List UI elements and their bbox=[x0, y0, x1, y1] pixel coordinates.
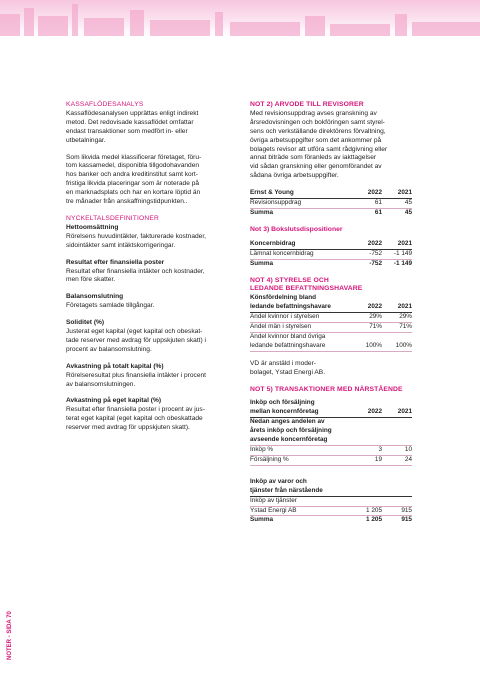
table-cell: tjänster från närstående bbox=[250, 487, 348, 496]
table-cell: -752 bbox=[348, 249, 382, 259]
table-sum-row bbox=[250, 259, 412, 268]
liquid-funds-line: fristiga likvida placeringar som är noterade på bbox=[66, 180, 200, 188]
table-cell: Nedan anges andelen av bbox=[250, 418, 325, 426]
table-cell: 45 bbox=[382, 199, 412, 209]
table-cell: 2022 bbox=[348, 303, 382, 312]
table-cell: Summa bbox=[250, 259, 348, 268]
definition-text: av balansomslutningen. bbox=[66, 380, 136, 388]
liquid-funds-line: tre månader från anskaffningstidpunkten.. bbox=[66, 198, 188, 206]
table-row bbox=[250, 313, 412, 323]
table-header-row bbox=[250, 240, 412, 249]
table-row bbox=[250, 199, 412, 209]
table-header-row bbox=[250, 408, 412, 417]
definition-term: Avkastning på eget kapital (%) bbox=[66, 397, 162, 405]
table-row bbox=[250, 446, 412, 456]
table-cell: Inköp av tjänster bbox=[250, 496, 348, 506]
table-row bbox=[250, 332, 412, 341]
table-sum-row bbox=[250, 516, 412, 525]
definition-term: Balansomslutning bbox=[66, 293, 124, 301]
table-cell: 10 bbox=[382, 446, 412, 456]
table-cell: Inköp av varor och bbox=[250, 477, 307, 485]
table-cell: 2021 bbox=[382, 189, 412, 198]
table-cell: 45 bbox=[382, 208, 412, 217]
definition-text: Rörelsens huvudintäkter, fakturerade kostnader, bbox=[66, 232, 207, 240]
note2-line: vid sådan granskning eller genomförandet av bbox=[250, 163, 382, 171]
cashflow-heading: KASSAFLÖDESANALYS bbox=[66, 101, 144, 108]
cashflow-line: Kassaflödesanalysen upprättas enligt indirekt bbox=[66, 109, 199, 117]
table-row bbox=[250, 506, 412, 516]
table-cell: 71% bbox=[348, 323, 382, 333]
table-cell: 915 bbox=[382, 506, 412, 516]
table-cell: Andel kvinnor i styrelsen bbox=[250, 313, 348, 323]
table-cell: ledande befattningshavare bbox=[250, 342, 348, 351]
table-cell: Försäljning % bbox=[250, 455, 348, 465]
table-row bbox=[250, 249, 412, 259]
definition-text: Rörelseresultat plus finansiella intäkter i procent bbox=[66, 371, 207, 379]
definition-term: Soliditet (%) bbox=[66, 319, 105, 327]
table-cell: Andel kvinnor bland övriga bbox=[250, 332, 326, 340]
table-header-row bbox=[250, 487, 412, 496]
cashflow-line: endast transaktioner som medfört in- eller bbox=[66, 127, 188, 135]
table-cell: Summa bbox=[250, 208, 348, 217]
gender-distribution-table bbox=[250, 294, 412, 351]
note4-heading: NOT 4) STYRELSE OCH bbox=[250, 276, 329, 284]
table-cell: Inköp % bbox=[250, 446, 348, 456]
note2-line: årsredovisningen och bokföringen samt styrel- bbox=[250, 118, 385, 126]
table-cell: 61 bbox=[348, 208, 382, 217]
table-header-row bbox=[250, 294, 412, 303]
note2-line: Med revisionsuppdrag avses granskning av bbox=[250, 109, 377, 117]
table-sum-row bbox=[250, 208, 412, 217]
table-cell: -752 bbox=[348, 259, 382, 268]
table-cell: 2022 bbox=[348, 189, 382, 198]
definitions-heading: NYCKELTALSDEFINITIONER bbox=[66, 214, 159, 222]
table-cell: avseende koncernföretag bbox=[250, 436, 348, 445]
table-cell: 2022 bbox=[348, 408, 382, 417]
table-cell: 3 bbox=[348, 446, 382, 456]
note4-footer: VD är anstäld i moder- bbox=[250, 359, 316, 367]
side-page-label bbox=[5, 600, 13, 660]
table-cell: Ystad Energi AB bbox=[250, 506, 348, 516]
definition-text: Justerat eget kapital (eget kapital och obeskat- bbox=[66, 328, 203, 336]
liquid-funds-line: en marknadsplats och har en kortare löptid än bbox=[66, 189, 201, 197]
table-cell: 2021 bbox=[382, 240, 412, 249]
table-cell: 915 bbox=[382, 516, 412, 525]
note2-line: annat biträde som föranleds av iakttagelser bbox=[250, 154, 377, 162]
table-row bbox=[250, 436, 412, 445]
table-row bbox=[250, 455, 412, 465]
table-cell: 71% bbox=[382, 323, 412, 333]
note3-heading: Not 3) Bokslutsdispositioner bbox=[250, 225, 343, 233]
cashflow-line: metod. Det redovisade kassaflödet omfattar bbox=[66, 118, 194, 126]
table-cell: Revisionsuppdrag bbox=[250, 199, 348, 209]
definition-term: Resultat efter finansiella poster bbox=[66, 258, 165, 266]
table-cell: ledande befattningshavare bbox=[250, 303, 348, 312]
definition-text: terat eget kapital (eget kapital och obeskattade bbox=[66, 415, 203, 423]
table-cell: 2021 bbox=[382, 408, 412, 417]
definition-text: sidointäkter samt intäktskorrigeringar. bbox=[66, 241, 176, 249]
note2-line: bolagets revisor att utföra samt rådgivning eller bbox=[250, 145, 388, 153]
table-cell: Koncernbidrag bbox=[250, 240, 348, 249]
liquid-funds-line: hos banker och andra kreditinstitut samt kort- bbox=[66, 171, 198, 179]
intercompany-table bbox=[250, 399, 412, 465]
note2-line: sådana övriga arbetsuppgifter. bbox=[250, 172, 339, 180]
liquid-funds-line: Som likvida medel klassificerar företaget, föru- bbox=[66, 153, 202, 161]
definition-text: men före skatter. bbox=[66, 276, 116, 284]
table-cell: Inköp och försäljning bbox=[250, 399, 315, 407]
table-row bbox=[250, 342, 412, 351]
table-cell: 29% bbox=[382, 313, 412, 323]
definition-text: Resultat efter finansiella poster i procent av jus- bbox=[66, 406, 205, 414]
table-cell: 24 bbox=[382, 455, 412, 465]
table-row bbox=[250, 418, 412, 427]
table-cell: 61 bbox=[348, 199, 382, 209]
definition-term: Avkastning på totalt kapital (%) bbox=[66, 362, 164, 370]
definition-text: reserver med avdrag för uppskjuten skatt). bbox=[66, 424, 190, 432]
table-cell: 100% bbox=[348, 342, 382, 351]
table-cell: årets inköp och försäljning bbox=[250, 427, 332, 435]
table-cell: 1 205 bbox=[348, 516, 382, 525]
table-cell: -1 149 bbox=[382, 259, 412, 268]
table-row bbox=[250, 323, 412, 333]
table-cell: Lämnat koncernbidrag bbox=[250, 249, 348, 259]
table-row bbox=[250, 427, 412, 436]
note2-heading: NOT 2) ARVODE TILL REVISORER bbox=[250, 101, 364, 108]
table-cell: 100% bbox=[382, 342, 412, 351]
related-party-table bbox=[250, 478, 412, 526]
page-number-label: NOTER - SIDA 70 bbox=[7, 611, 13, 660]
note4-footer: bolaget, Ystad Energi AB. bbox=[250, 368, 326, 376]
table-header-row bbox=[250, 189, 412, 198]
table-cell: mellan koncernföretag bbox=[250, 408, 348, 417]
skyline-graphic bbox=[0, 0, 480, 36]
appropriations-table bbox=[250, 240, 412, 269]
table-cell: Summa bbox=[250, 516, 348, 525]
table-cell: 19 bbox=[348, 455, 382, 465]
table-cell: Könsfördelning bland bbox=[250, 294, 317, 302]
note2-line: sens och verkställande direktörens förvaltning, bbox=[250, 127, 386, 135]
liquid-funds-line: tom kassamedel, disponibla tillgodohavanden bbox=[66, 162, 200, 170]
table-cell: 2022 bbox=[348, 240, 382, 249]
cashflow-line: utbetalningar. bbox=[66, 136, 106, 144]
note5-heading: NOT 5) TRANSAKTIONER MED NÄRSTÅENDE bbox=[250, 385, 403, 393]
definition-term: Hettoomsättning bbox=[66, 223, 119, 231]
table-cell: 29% bbox=[348, 313, 382, 323]
table-cell: 1 205 bbox=[348, 506, 382, 516]
table-header-row bbox=[250, 303, 412, 312]
table-cell: -1 149 bbox=[382, 249, 412, 259]
note4-heading: LEDANDE BEFATTNINGSHAVARE bbox=[250, 285, 363, 293]
auditor-fee-table bbox=[250, 189, 412, 218]
table-cell: 2021 bbox=[382, 303, 412, 312]
table-header-row bbox=[250, 478, 412, 487]
definition-text: procent av balansomslutning. bbox=[66, 345, 152, 353]
table-header-row bbox=[250, 399, 412, 408]
right-column bbox=[250, 101, 412, 525]
note2-line: övriga arbetsuppgifter som det ankommer på bbox=[250, 136, 382, 144]
definition-text: Företagets samlade tillgångar. bbox=[66, 302, 155, 310]
table-cell: Ernst & Young bbox=[250, 189, 348, 198]
left-column bbox=[66, 101, 226, 433]
table-row bbox=[250, 496, 412, 506]
table-cell: Andel män i styrelsen bbox=[250, 323, 348, 333]
definition-text: tade reserver med avdrag för uppskjuten skatt) i bbox=[66, 336, 207, 344]
header-banner bbox=[0, 0, 480, 36]
definition-text: Resultat efter finansiella intäkter och kostnader, bbox=[66, 267, 205, 275]
